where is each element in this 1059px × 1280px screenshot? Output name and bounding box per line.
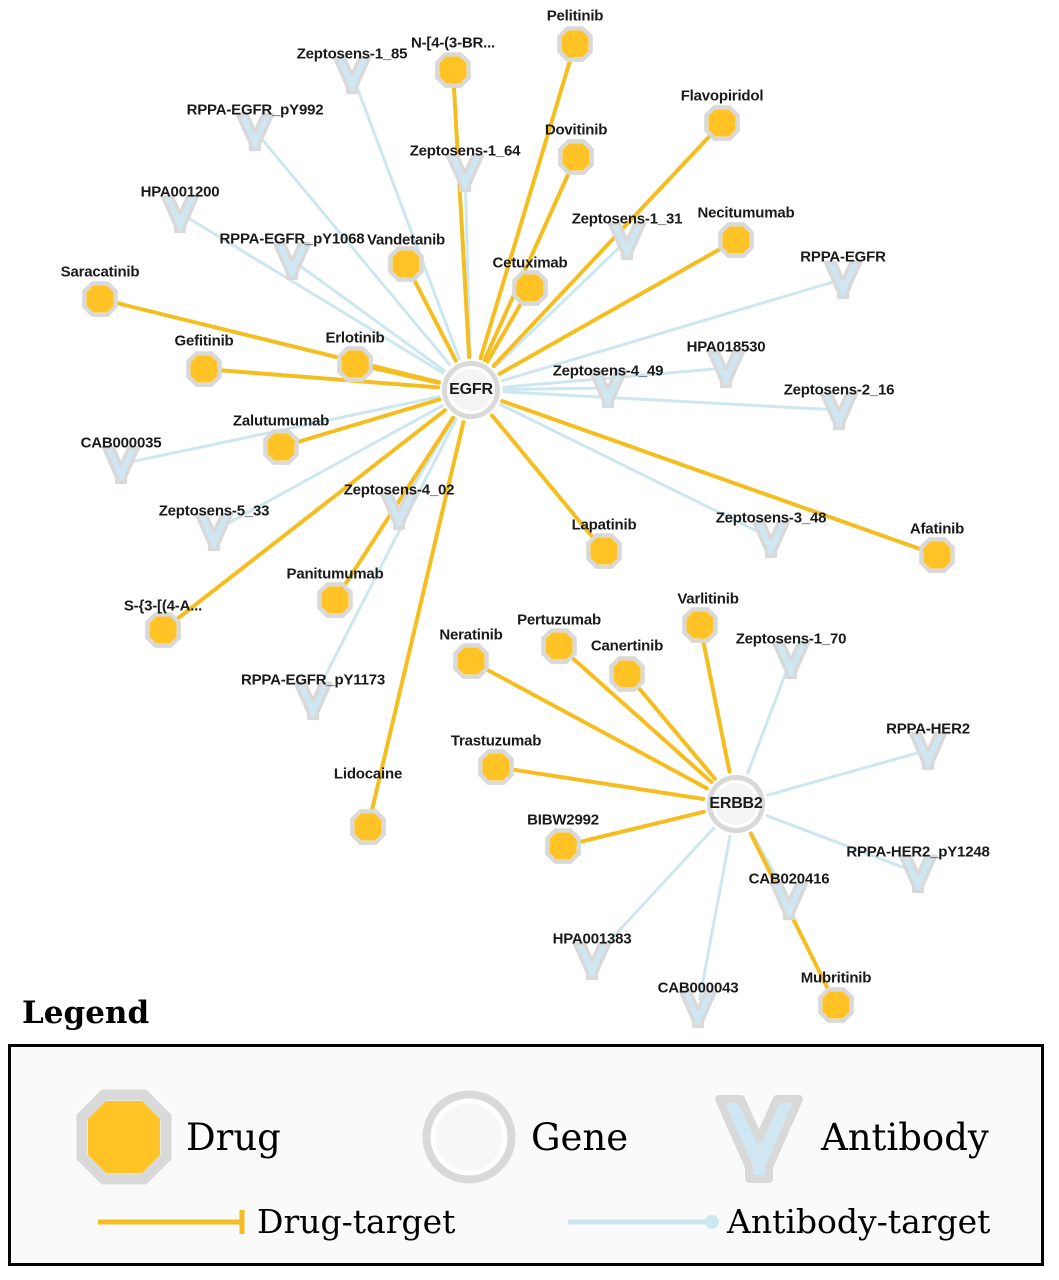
node-label: HPA001200 xyxy=(140,183,220,201)
drug-icon xyxy=(317,582,353,618)
drug-node[interactable] xyxy=(82,281,118,317)
node-label: Canertinib xyxy=(590,637,664,655)
node-label: Lapatinib xyxy=(571,516,637,534)
legend-drug-target xyxy=(96,1202,455,1241)
drug-node[interactable] xyxy=(919,537,955,573)
node-label: Erlotinib xyxy=(325,329,385,347)
drug-icon xyxy=(478,749,514,785)
drug-node[interactable] xyxy=(388,246,424,282)
legend-drug-target-label: Drug-target xyxy=(257,1202,456,1241)
drug-node[interactable] xyxy=(512,270,548,306)
drug-icon xyxy=(704,105,740,141)
drug-node[interactable] xyxy=(557,26,593,62)
gene-icon xyxy=(421,1089,517,1185)
node-label: Zeptosens-1_31 xyxy=(571,210,683,228)
drug-icon xyxy=(435,52,471,88)
node-label: Neratinib xyxy=(439,626,503,644)
node-label: Pelitinib xyxy=(546,7,604,25)
legend-gene xyxy=(421,1089,628,1185)
drug-node[interactable] xyxy=(682,607,718,643)
node-label: S-{3-[(4-A... xyxy=(123,597,203,615)
node-label: RPPA-HER2 xyxy=(886,720,970,738)
drug-icon xyxy=(82,281,118,317)
node-label: Zeptosens-4_02 xyxy=(343,481,455,499)
node-label: Zeptosens-1_70 xyxy=(735,630,847,648)
node-label: Zeptosens-4_49 xyxy=(552,362,664,380)
node-label: RPPA-EGFR_pY1068 xyxy=(219,230,365,248)
edge xyxy=(700,625,729,772)
node-label: Zeptosens-1_64 xyxy=(409,142,521,160)
node-label: Zeptosens-2_16 xyxy=(783,381,895,399)
node-label: ERBB2 xyxy=(709,795,763,812)
node-label: Varlitinib xyxy=(677,590,739,608)
drug-node[interactable] xyxy=(541,628,577,664)
node-label: Zeptosens-5_33 xyxy=(158,502,270,520)
legend-gene-label: Gene xyxy=(531,1115,629,1159)
drug-node[interactable] xyxy=(453,643,489,679)
drug-node[interactable] xyxy=(478,749,514,785)
antibody-target-edge-icon xyxy=(566,1207,721,1237)
legend-antibody-target xyxy=(566,1202,990,1241)
drug-node[interactable] xyxy=(317,582,353,618)
drug-icon xyxy=(545,828,581,864)
drug-icon xyxy=(453,643,489,679)
drug-icon xyxy=(76,1089,172,1185)
drug-node[interactable] xyxy=(818,987,854,1023)
node-label: Zeptosens-1_85 xyxy=(296,45,408,63)
node-label: Gefitinib xyxy=(174,332,234,350)
legend-antibody-label: Antibody xyxy=(821,1115,989,1159)
node-label: HPA018530 xyxy=(686,338,766,356)
legend-drug xyxy=(76,1089,281,1185)
node-label: Cetuximab xyxy=(492,254,568,272)
drug-icon xyxy=(145,612,181,648)
drug-icon xyxy=(512,270,548,306)
drug-node[interactable] xyxy=(145,612,181,648)
node-label: Afatinib xyxy=(909,520,965,538)
drug-icon xyxy=(558,139,594,175)
edge xyxy=(313,419,456,700)
drug-node[interactable] xyxy=(609,656,645,692)
node-label: N-[4-(3-BR... xyxy=(410,34,496,52)
node-label: CAB020416 xyxy=(748,870,830,888)
drug-node[interactable] xyxy=(545,828,581,864)
drug-node[interactable] xyxy=(586,533,622,569)
node-label: Vandetanib xyxy=(366,231,446,249)
legend-box xyxy=(8,1044,1044,1266)
drug-node[interactable] xyxy=(186,351,222,387)
legend-antibody-target-label: Antibody-target xyxy=(727,1202,991,1241)
node-label: RPPA-EGFR xyxy=(800,248,886,266)
drug-icon xyxy=(263,429,299,465)
node-label: RPPA-HER2_pY1248 xyxy=(846,843,990,861)
drug-icon xyxy=(818,987,854,1023)
drug-icon xyxy=(586,533,622,569)
drug-icon xyxy=(388,246,424,282)
drug-node[interactable] xyxy=(435,52,471,88)
drug-icon xyxy=(682,607,718,643)
drug-node[interactable] xyxy=(350,809,386,845)
drug-node[interactable] xyxy=(704,105,740,141)
drug-node[interactable] xyxy=(718,222,754,258)
drug-node[interactable] xyxy=(558,139,594,175)
node-label: RPPA-EGFR_pY992 xyxy=(186,101,324,119)
node-label: Panitumumab xyxy=(286,565,384,583)
legend-drug-label: Drug xyxy=(186,1115,281,1159)
drug-icon xyxy=(609,656,645,692)
node-label: Flavopiridol xyxy=(680,87,764,105)
drug-icon xyxy=(337,346,373,382)
node-label: Trastuzumab xyxy=(450,732,542,750)
node-label: RPPA-EGFR_pY1173 xyxy=(240,671,386,689)
drug-icon xyxy=(541,628,577,664)
edge xyxy=(768,750,928,795)
node-label: Mubritinib xyxy=(800,969,872,987)
node-label: Zalutumumab xyxy=(232,412,330,430)
edge xyxy=(698,836,730,1000)
node-label: CAB000035 xyxy=(80,434,162,452)
node-label: Dovitinib xyxy=(544,121,608,139)
node-label: Lidocaine xyxy=(333,765,403,783)
antibody-icon xyxy=(711,1089,807,1185)
node-label: Necitumumab xyxy=(697,204,795,222)
edge xyxy=(502,401,937,555)
drug-icon xyxy=(718,222,754,258)
node-label: EGFR xyxy=(449,381,493,398)
drug-icon xyxy=(919,537,955,573)
node-label: Zeptosens-3_48 xyxy=(715,509,827,527)
drug-target-edge-icon xyxy=(96,1207,251,1237)
edge xyxy=(480,44,575,358)
legend-title: Legend xyxy=(22,995,150,1031)
legend-antibody xyxy=(711,1089,989,1185)
node-label: HPA001383 xyxy=(552,930,632,948)
node-label: Pertuzumab xyxy=(517,611,601,629)
drug-icon xyxy=(350,809,386,845)
node-label: Saracatinib xyxy=(60,263,140,281)
node-label: BIBW2992 xyxy=(527,811,599,829)
drug-icon xyxy=(557,26,593,62)
drug-icon xyxy=(186,351,222,387)
drug-node[interactable] xyxy=(337,346,373,382)
drug-node[interactable] xyxy=(263,429,299,465)
node-label: CAB000043 xyxy=(657,979,739,997)
